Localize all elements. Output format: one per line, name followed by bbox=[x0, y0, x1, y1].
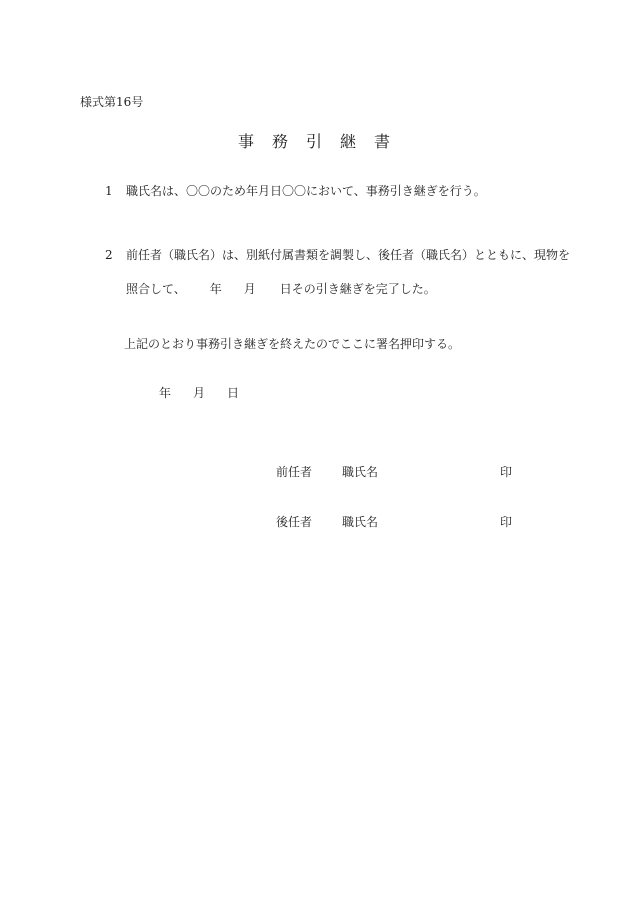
continuation-year: 年 bbox=[209, 282, 222, 296]
signature-name-field: 職氏名 bbox=[342, 465, 379, 479]
item-1-number: 1 bbox=[105, 184, 113, 198]
title-char: 書 bbox=[374, 132, 391, 151]
closing-statement: 上記のとおり事務引き継ぎを終えたのでここに署名押印する。 bbox=[124, 337, 461, 351]
signature-role: 前任者 bbox=[276, 465, 313, 479]
date-year: 年 bbox=[159, 386, 172, 400]
signing-date bbox=[159, 387, 239, 399]
signature-row-predecessor bbox=[276, 466, 512, 478]
item-2-number: 2 bbox=[105, 248, 113, 262]
continuation-day-suffix: 日その引き継ぎを完了した。 bbox=[279, 282, 436, 296]
title-char: 継 bbox=[340, 132, 357, 151]
title-char: 引 bbox=[306, 132, 323, 151]
seal-mark: 印 bbox=[500, 515, 513, 529]
continuation-month: 月 bbox=[243, 282, 256, 296]
title-char: 事 bbox=[238, 132, 255, 151]
signature-role: 後任者 bbox=[276, 515, 313, 529]
signature-name-field: 職氏名 bbox=[342, 515, 379, 529]
seal-mark: 印 bbox=[500, 465, 513, 479]
date-month: 月 bbox=[193, 386, 206, 400]
document-title bbox=[238, 134, 408, 150]
item-2-continuation bbox=[126, 283, 436, 295]
item-1-text: 職氏名は、〇〇のため年月日〇〇において、事務引き継ぎを行う。 bbox=[126, 184, 486, 198]
item-2-text: 前任者（職氏名）は、別紙付属書類を調製し、後任者（職氏名）とともに、現物を bbox=[126, 248, 571, 262]
date-day: 日 bbox=[227, 386, 240, 400]
continuation-prefix: 照合して、 bbox=[126, 282, 186, 296]
title-char: 務 bbox=[272, 132, 289, 151]
signature-row-successor bbox=[276, 516, 512, 528]
form-number: 様式第16号 bbox=[80, 95, 144, 109]
